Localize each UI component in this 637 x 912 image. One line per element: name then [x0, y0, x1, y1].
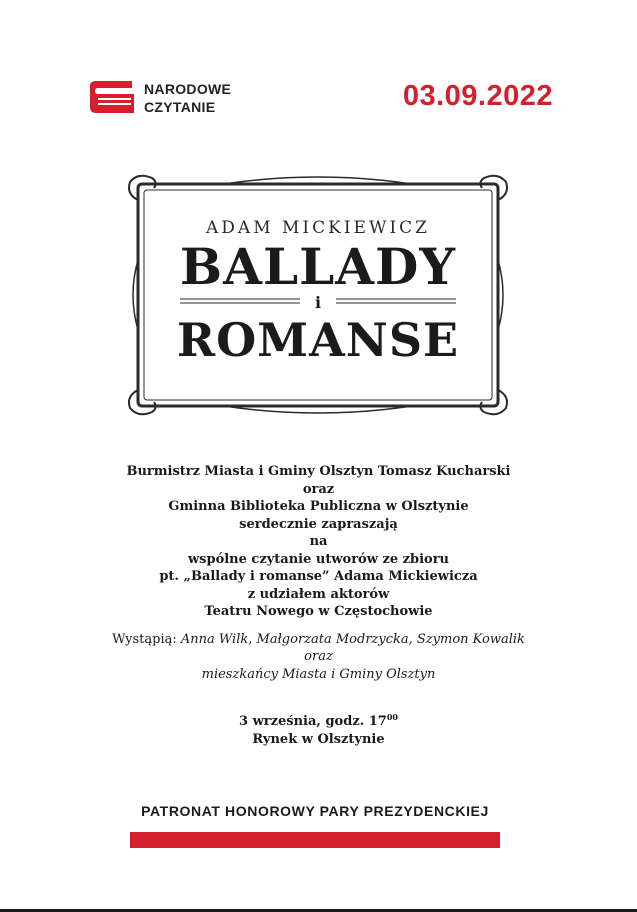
host-2: Gminna Biblioteka Publiczna w Olsztynie — [168, 499, 469, 514]
invite-line: serdecznie zapraszają — [239, 516, 398, 532]
event-time — [0, 713, 637, 731]
book-title-and: i — [314, 293, 322, 312]
book-icon — [88, 80, 138, 114]
header — [0, 0, 637, 140]
patronage-bar — [130, 832, 500, 848]
patronage-text: PATRONAT HONOROWY PARY PREZYDENCKIEJ — [141, 803, 489, 819]
event-time-text: 3 września, godz. 17 — [239, 714, 387, 729]
host-1: Burmistrz Miasta i Gminy Olsztyn Tomasz Kucharski — [126, 464, 511, 479]
spacer — [0, 683, 637, 713]
event-time-minutes: 00 — [386, 712, 398, 722]
performers-conjunction: oraz — [304, 649, 333, 664]
narodowe-czytanie-logo — [88, 80, 248, 116]
conjunction-1: oraz — [302, 481, 335, 497]
performers-residents: mieszkańcy Miasta i Gminy Olsztyn — [201, 666, 436, 682]
book-title-top: BALLADY — [179, 237, 457, 296]
book-title-bottom: ROMANSE — [176, 313, 460, 367]
to-line: na — [309, 534, 328, 549]
theatre-line: Teatru Nowego w Częstochowie — [204, 604, 433, 619]
reading-line: wspólne czytanie utworów ze zbioru — [187, 551, 450, 567]
work-line: pt. „Ballady i romanse” Adama Mickiewicza — [159, 569, 478, 584]
book-title-frame — [124, 170, 512, 420]
performers-line — [0, 631, 637, 649]
performers-names: Anna Wilk, Małgorzata Modrzycka, Szymon Kowalik — [180, 631, 525, 647]
performers-label: Wystąpią: — [112, 631, 177, 647]
logo-line-2: CZYTANIE — [144, 99, 216, 115]
logo-text — [144, 80, 231, 116]
spacer — [0, 621, 637, 631]
with-line: z udziałem aktorów — [247, 586, 390, 602]
book-author: ADAM MICKIEWICZ — [206, 218, 430, 238]
event-date: 03.09.2022 — [402, 80, 553, 112]
logo-line-1: NARODOWE — [144, 81, 232, 97]
invitation-text — [0, 463, 637, 748]
event-place: Rynek w Olsztynie — [252, 731, 385, 747]
